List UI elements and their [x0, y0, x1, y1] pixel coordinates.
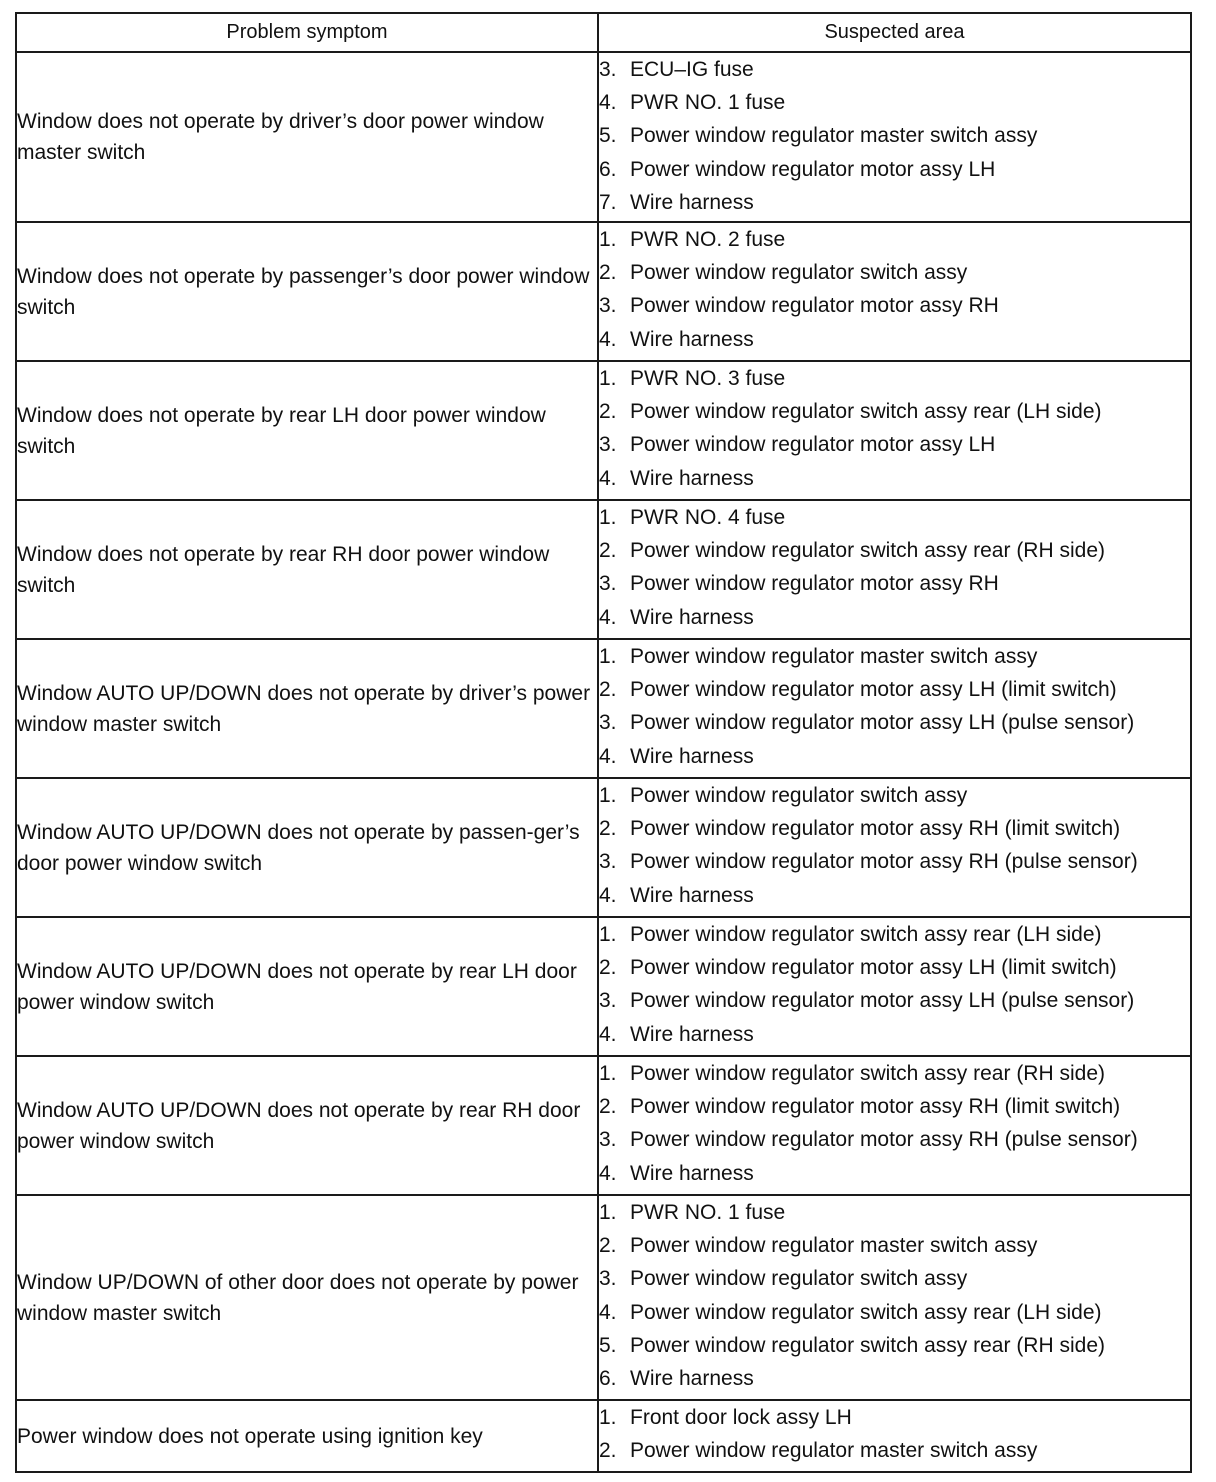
- table-row: [16, 917, 1191, 1056]
- item-text: Power window regulator motor assy RH (pulse sensor): [630, 850, 1138, 874]
- problem-symptom-cell: Window does not operate by rear RH door power window switch: [16, 500, 598, 639]
- suspected-area-item: [599, 845, 1190, 878]
- suspected-area-item: [599, 86, 1190, 119]
- suspected-area-item: [599, 918, 1190, 951]
- item-number: 4.: [599, 1300, 617, 1324]
- suspected-area-item: [599, 223, 1190, 256]
- item-number: 2.: [599, 539, 617, 563]
- suspected-area-item: [599, 812, 1190, 845]
- suspected-area-item: [599, 1157, 1190, 1190]
- item-number: 1.: [599, 645, 617, 668]
- suspected-area-cell: [598, 222, 1191, 361]
- item-text: Power window regulator switch assy: [630, 1267, 968, 1291]
- item-number: 1.: [599, 784, 617, 807]
- table-row: [16, 1056, 1191, 1195]
- item-text: Power window regulator motor assy LH: [630, 433, 996, 457]
- suspected-area-item: [599, 1123, 1190, 1156]
- problem-symptom-cell: Window AUTO UP/DOWN does not operate by driver’s power window master switch: [16, 639, 598, 778]
- item-text: Wire harness: [630, 466, 754, 490]
- table-row: [16, 500, 1191, 639]
- item-number: 2.: [599, 817, 617, 841]
- item-text: Power window regulator motor assy RH (limit switch): [630, 1095, 1121, 1119]
- item-number: 4.: [599, 1022, 617, 1046]
- suspected-area-item: [599, 462, 1190, 495]
- suspected-area-item: [599, 1196, 1190, 1229]
- item-text: PWR NO. 1 fuse: [630, 1201, 786, 1224]
- item-number: 4.: [599, 883, 617, 907]
- item-number: 3.: [599, 572, 617, 596]
- suspected-area-item: [599, 740, 1190, 773]
- item-number: 5.: [599, 1333, 617, 1357]
- suspected-area-cell: [598, 1400, 1191, 1472]
- suspected-area-item: [599, 323, 1190, 356]
- item-text: Power window regulator switch assy rear (LH side): [630, 1300, 1102, 1324]
- item-text: Power window regulator motor assy LH (pulse sensor): [630, 711, 1135, 735]
- table-row: [16, 52, 1191, 222]
- suspected-area-cell: [598, 917, 1191, 1056]
- item-text: Power window regulator switch assy: [630, 784, 968, 807]
- item-text: Wire harness: [630, 1022, 754, 1046]
- item-number: 7.: [599, 190, 617, 214]
- item-number: 3.: [599, 294, 617, 318]
- table-row: [16, 639, 1191, 778]
- item-number: 1.: [599, 506, 617, 529]
- suspected-area-list: [599, 362, 1190, 495]
- suspected-area-item: [599, 289, 1190, 322]
- header-problem-symptom: Problem symptom: [16, 13, 598, 52]
- item-number: 3.: [599, 850, 617, 874]
- suspected-area-item: [599, 706, 1190, 739]
- item-text: Power window regulator motor assy RH (limit switch): [630, 817, 1121, 841]
- problem-symptom-cell: Window UP/DOWN of other door does not operate by power window master switch: [16, 1195, 598, 1400]
- suspected-area-list: [599, 640, 1190, 773]
- suspected-area-cell: [598, 361, 1191, 500]
- table-row: [16, 1195, 1191, 1400]
- item-number: 4.: [599, 744, 617, 768]
- suspected-area-item: [599, 153, 1190, 186]
- item-number: 4.: [599, 605, 617, 629]
- item-number: 2.: [599, 956, 617, 980]
- suspected-area-item: [599, 879, 1190, 912]
- suspected-area-item: [599, 567, 1190, 600]
- suspected-area-item: [599, 1229, 1190, 1262]
- item-number: 4.: [599, 327, 617, 351]
- suspected-area-cell: [598, 1056, 1191, 1195]
- suspected-area-list: [599, 1401, 1190, 1467]
- suspected-area-item: [599, 362, 1190, 395]
- item-text: Power window regulator switch assy rear (RH side): [630, 539, 1105, 563]
- item-number: 2.: [599, 400, 617, 424]
- item-text: PWR NO. 2 fuse: [630, 228, 786, 251]
- item-number: 3.: [599, 989, 617, 1013]
- suspected-area-item: [599, 395, 1190, 428]
- suspected-area-item: [599, 1401, 1190, 1434]
- table-header-row: [16, 13, 1191, 52]
- item-text: Wire harness: [630, 883, 754, 907]
- suspected-area-item: [599, 1362, 1190, 1395]
- suspected-area-item: [599, 1057, 1190, 1090]
- item-number: 4.: [599, 91, 617, 115]
- suspected-area-cell: [598, 1195, 1191, 1400]
- suspected-area-item: [599, 1434, 1190, 1467]
- suspected-area-item: [599, 53, 1190, 86]
- suspected-area-item: [599, 501, 1190, 534]
- table-row: [16, 361, 1191, 500]
- suspected-area-item: [599, 1262, 1190, 1295]
- item-number: 3.: [599, 1128, 617, 1152]
- suspected-area-item: [599, 534, 1190, 567]
- problem-symptom-cell: Window AUTO UP/DOWN does not operate by passen-ger’s door power window switch: [16, 778, 598, 917]
- item-number: 1.: [599, 367, 617, 390]
- item-text: Power window regulator master switch assy: [630, 645, 1038, 668]
- suspected-area-cell: [598, 778, 1191, 917]
- suspected-area-item: [599, 186, 1190, 219]
- suspected-area-item: [599, 428, 1190, 461]
- item-text: Power window regulator switch assy rear (LH side): [630, 400, 1102, 424]
- suspected-area-cell: [598, 500, 1191, 639]
- problem-symptom-cell: Window does not operate by driver’s door power window master switch: [16, 52, 598, 222]
- suspected-area-item: [599, 256, 1190, 289]
- item-text: Power window regulator motor assy LH: [630, 157, 996, 181]
- suspected-area-cell: [598, 639, 1191, 778]
- item-text: Wire harness: [630, 327, 754, 351]
- item-number: 2.: [599, 1439, 617, 1463]
- item-number: 2.: [599, 678, 617, 702]
- suspected-area-item: [599, 1296, 1190, 1329]
- suspected-area-item: [599, 601, 1190, 634]
- table-row: [16, 778, 1191, 917]
- item-number: 1.: [599, 1062, 617, 1085]
- item-number: 4.: [599, 1161, 617, 1185]
- suspected-area-item: [599, 1018, 1190, 1051]
- item-text: Wire harness: [630, 190, 754, 214]
- item-text: Wire harness: [630, 605, 754, 629]
- item-text: Power window regulator motor assy LH (limit switch): [630, 956, 1117, 980]
- item-text: Power window regulator master switch assy: [630, 1439, 1038, 1463]
- suspected-area-item: [599, 1329, 1190, 1362]
- item-text: Wire harness: [630, 744, 754, 768]
- item-number: 3.: [599, 433, 617, 457]
- suspected-area-list: [599, 1057, 1190, 1190]
- problem-symptom-cell: Window AUTO UP/DOWN does not operate by rear RH door power window switch: [16, 1056, 598, 1195]
- header-suspected-area: Suspected area: [598, 13, 1191, 52]
- item-text: Power window regulator switch assy rear (LH side): [630, 923, 1102, 946]
- item-number: 1.: [599, 1201, 617, 1224]
- item-number: 3.: [599, 58, 617, 81]
- item-number: 1.: [599, 923, 617, 946]
- problem-symptom-cell: Window AUTO UP/DOWN does not operate by rear LH door power window switch: [16, 917, 598, 1056]
- item-text: Wire harness: [630, 1366, 754, 1390]
- item-text: ECU–IG fuse: [630, 58, 754, 81]
- item-text: Power window regulator master switch assy: [630, 124, 1038, 148]
- item-text: PWR NO. 1 fuse: [630, 91, 786, 115]
- suspected-area-list: [599, 53, 1190, 219]
- suspected-area-list: [599, 918, 1190, 1051]
- item-number: 1.: [599, 228, 617, 251]
- item-text: PWR NO. 3 fuse: [630, 367, 786, 390]
- problem-symptom-cell: Window does not operate by rear LH door power window switch: [16, 361, 598, 500]
- suspected-area-list: [599, 501, 1190, 634]
- item-number: 4.: [599, 466, 617, 490]
- item-number: 3.: [599, 711, 617, 735]
- item-text: Power window regulator motor assy RH: [630, 572, 999, 596]
- suspected-area-item: [599, 640, 1190, 673]
- item-text: Front door lock assy LH: [630, 1406, 852, 1429]
- item-text: Power window regulator motor assy LH (limit switch): [630, 678, 1117, 702]
- suspected-area-list: [599, 779, 1190, 912]
- item-text: Power window regulator motor assy RH (pulse sensor): [630, 1128, 1138, 1152]
- suspected-area-cell: [598, 52, 1191, 222]
- problem-symptom-cell: Power window does not operate using ignition key: [16, 1400, 598, 1472]
- item-number: 6.: [599, 1366, 617, 1390]
- suspected-area-item: [599, 119, 1190, 152]
- item-text: Wire harness: [630, 1161, 754, 1185]
- item-text: Power window regulator master switch assy: [630, 1234, 1038, 1258]
- item-text: PWR NO. 4 fuse: [630, 506, 786, 529]
- problem-symptom-cell: Window does not operate by passenger’s door power window switch: [16, 222, 598, 361]
- item-number: 2.: [599, 261, 617, 285]
- table-row: [16, 222, 1191, 361]
- suspected-area-item: [599, 951, 1190, 984]
- item-number: 1.: [599, 1406, 617, 1429]
- suspected-area-item: [599, 984, 1190, 1017]
- item-number: 6.: [599, 157, 617, 181]
- item-number: 5.: [599, 124, 617, 148]
- table-row: [16, 1400, 1191, 1472]
- suspected-area-list: [599, 1196, 1190, 1395]
- item-text: Power window regulator switch assy: [630, 261, 968, 285]
- suspected-area-item: [599, 1090, 1190, 1123]
- item-text: Power window regulator motor assy RH: [630, 294, 999, 318]
- troubleshooting-table: [15, 12, 1192, 1473]
- suspected-area-item: [599, 673, 1190, 706]
- suspected-area-list: [599, 223, 1190, 356]
- item-number: 3.: [599, 1267, 617, 1291]
- item-text: Power window regulator switch assy rear (RH side): [630, 1333, 1105, 1357]
- item-text: Power window regulator switch assy rear (RH side): [630, 1062, 1105, 1085]
- item-number: 2.: [599, 1234, 617, 1258]
- item-number: 2.: [599, 1095, 617, 1119]
- item-text: Power window regulator motor assy LH (pulse sensor): [630, 989, 1135, 1013]
- table-body: [16, 52, 1191, 1472]
- suspected-area-item: [599, 779, 1190, 812]
